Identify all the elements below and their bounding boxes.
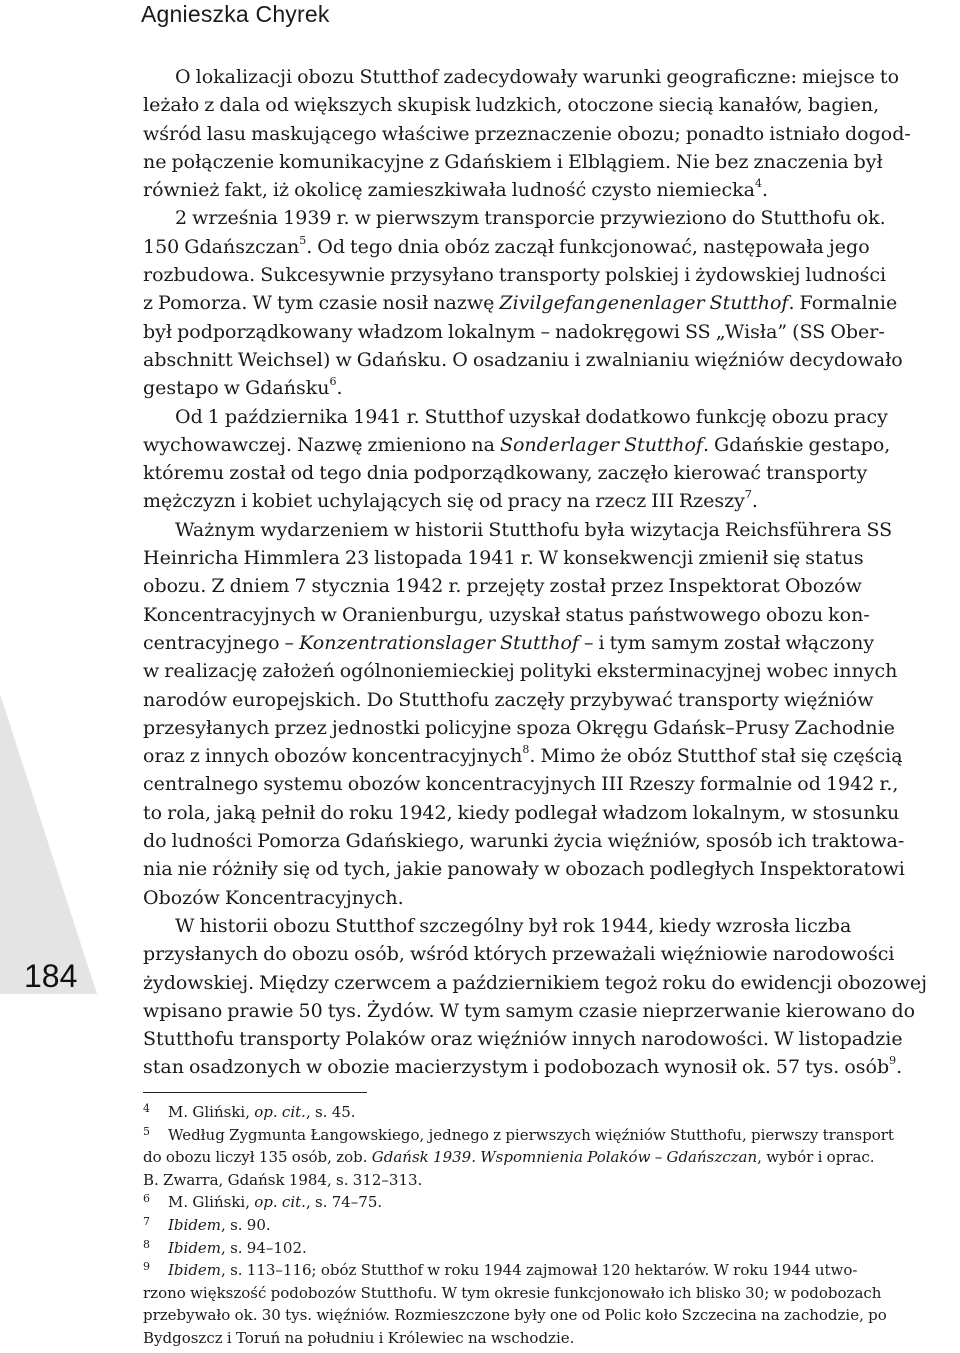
text-line: Od 1 października 1941 r. Stutthof uzyskał dodatkowo funkcję obozu pracy xyxy=(175,405,888,428)
text-line: to rola, jaką pełnił do roku 1942, kiedy podlegał władzom lokalnym, w stosunku xyxy=(143,801,900,824)
text-line: rozbudowa. Sukcesywnie przysyłano transporty polskiej i żydowskiej ludności xyxy=(143,264,887,287)
footnote-9: 9 Ibidem, s. 113–116; obóz Stutthof w roku 1944 zajmował 120 hektarów. W roku 1944 utwo- xyxy=(143,1260,858,1280)
footnote-8: 8 Ibidem, s. 94–102. xyxy=(143,1237,307,1257)
text-line: ne połączenie komunikacyjne z Gdańskiem i Elblągiem. Nie bez znaczenia był xyxy=(143,150,883,173)
footnotes xyxy=(143,1101,960,1350)
footnote-7: 7 Ibidem, s. 90. xyxy=(143,1214,271,1234)
text-line: 150 Gdańszczan$^5$. Od tego dnia obóz zaczął funkcjonować, następowała jego xyxy=(143,233,870,258)
footnote-ref: 6 xyxy=(329,375,337,389)
footnote-9-cont: przebywało ok. 30 tys. więźniów. Rozmieszczone były one od Polic koło Szczecina na zachodzie, po xyxy=(143,1306,887,1325)
text-line: centracyjnego – Konzentrationslager Stutthof – i tym samym został włączony xyxy=(143,631,875,654)
text-line: narodów europejskich. Do Stutthofu zaczęły przybywać transporty więźniów xyxy=(143,688,874,711)
footnote-4: 4 M. Gliński, op. cit., s. 45. xyxy=(143,1102,356,1121)
footnote-9-cont: rzono większość podobozów Stutthofu. W tym okresie funkcjonowało ich blisko 30; w podobozach xyxy=(143,1283,882,1302)
text-line: do ludności Pomorza Gdańskiego, warunki życia więźniów, sposób ich traktowa- xyxy=(143,830,905,853)
footnote-6: 6 M. Gliński, op. cit., s. 74–75. xyxy=(143,1192,383,1212)
running-head-author: Agnieszka Chyrek xyxy=(141,1,330,27)
text-line: Ważnym wydarzeniem w historii Stutthofu była wizytacja Reichsführera SS xyxy=(175,518,893,541)
text-line: abschnitt Weichsel) w Gdańsku. O osadzaniu i zwalnianiu więźniów decydowało xyxy=(143,348,903,371)
text-line: przysłanych do obozu osób, wśród których przeważali więźniowie narodowości xyxy=(143,943,895,966)
page-number: 184 xyxy=(24,958,78,994)
footnote-ref: 7 xyxy=(744,488,752,502)
side-tab-decoration xyxy=(0,694,97,994)
text-line: nia nie różniły się od tych, jakie panowały w obozach podległych Inspektoratowi xyxy=(143,858,905,881)
text-line: W historii obozu Stutthof szczególny był rok 1944, kiedy wzrosła liczba xyxy=(175,914,852,937)
text-line: Obozów Koncentracyjnych. xyxy=(143,886,404,909)
footnote-9-cont: Bydgoszcz i Toruń na południu i Królewiec na wschodzie. xyxy=(143,1328,575,1347)
text-line: w realizację założeń ogólnoniemieckiej polityki eksterminacyjnej wobec innych xyxy=(143,660,898,683)
text-line: stan osadzonych w obozie macierzystym i podobozach wynosił ok. 57 tys. osób$^9$. xyxy=(143,1054,903,1079)
text-line: mężczyzn i kobiet uchylających się od pracy na rzecz III Rzeszy$^7$. xyxy=(143,488,758,513)
text-line: centralnego systemu obozów koncentracyjnych III Rzeszy formalnie od 1942 r., xyxy=(143,773,899,796)
text-line: Stutthofu transporty Polaków oraz więźniów innych narodowości. W listopadzie xyxy=(143,1028,903,1051)
text-line: 2 września 1939 r. w pierwszym transporcie przywieziono do Stutthofu ok. xyxy=(175,207,886,230)
text-line: wśród lasu maskującego właściwe przeznaczenie obozu; ponadto istniało dogod- xyxy=(143,122,911,145)
text-line: wychowawczej. Nazwę zmieniono na Sonderlager Stutthof. Gdańskie gestapo, xyxy=(143,433,891,456)
footnote-divider xyxy=(143,1092,367,1093)
text-line: Koncentracyjnych w Oranienburgu, uzyskał status państwowego obozu kon- xyxy=(143,603,870,626)
text-line: również fakt, iż okolicę zamieszkiwała ludność czysto niemiecka$^4$. xyxy=(143,177,768,202)
text-line: był podporządkowany władzom lokalnym – nadokręgowi SS „Wisła” (SS Ober- xyxy=(143,320,885,343)
footnote-ref: 9 xyxy=(889,1054,897,1068)
text-line: wpisano prawie 50 tys. Żydów. W tym samym czasie nieprzerwanie kierowano do xyxy=(143,999,916,1022)
footnote-ref: 5 xyxy=(299,233,307,247)
text-line: gestapo w Gdańsku$^6$. xyxy=(143,375,343,400)
text-line: przesyłanych przez jednostki policyjne spoza Okręgu Gdańsk–Prusy Zachodnie xyxy=(143,716,895,739)
text-line: któremu został od tego dnia podporządkowany, zaczęło kierować transporty xyxy=(143,462,868,485)
footnote-ref: 4 xyxy=(754,177,762,191)
text-line: leżało z dala od większych skupisk ludzkich, otoczone siecią kanałów, bagien, xyxy=(143,94,880,117)
text-line: oraz z innych obozów koncentracyjnych$^8$. Mimo że obóz Stutthof stał się częścią xyxy=(143,743,903,768)
text-line: Heinricha Himmlera 23 listopada 1941 r. W konsekwencji zmienił się status xyxy=(143,547,864,570)
footnote-ref: 8 xyxy=(522,743,530,757)
text-line: obozu. Z dniem 7 stycznia 1942 r. przejęty został przez Inspektorat Obozów xyxy=(143,575,862,598)
footnote-5-cont: do obozu liczył 135 osób, zob. Gdańsk 1939. Wspomnienia Polaków – Gdańszczan, wybór i oprac. xyxy=(143,1148,875,1167)
main-text xyxy=(143,63,960,1082)
footnote-5: 5 Według Zygmunta Łangowskiego, jednego z pierwszych więźniów Stutthofu, pierwszy transport xyxy=(143,1124,894,1144)
text-line: z Pomorza. W tym czasie nosił nazwę Zivilgefangenenlager Stutthof. Formalnie xyxy=(143,292,898,315)
text-line: O lokalizacji obozu Stutthof zadecydowały warunki geograficzne: miejsce to xyxy=(175,66,900,88)
footnote-5-cont: B. Zwarra, Gdańsk 1984, s. 312–313. xyxy=(143,1170,423,1189)
text-line: żydowskiej. Między czerwcem a październikiem tegoż roku do ewidencji obozowej xyxy=(143,971,927,994)
